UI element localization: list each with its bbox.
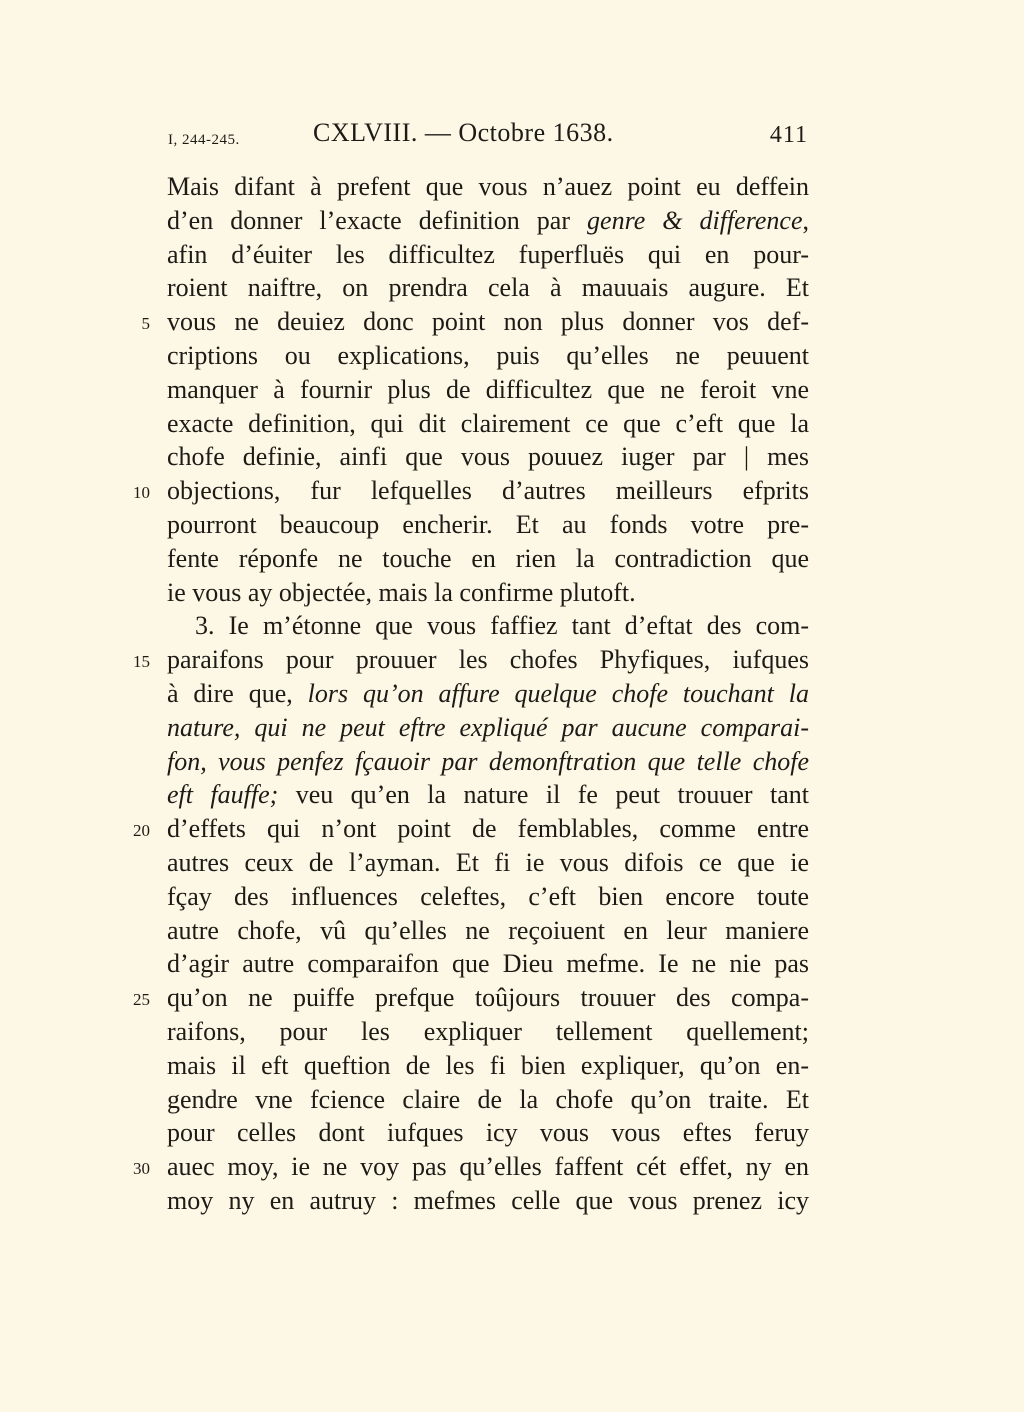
text-line [0,643,1024,677]
text-segment: qu’on ne puiffe prefque toûjours trouuer des compa- [167,983,809,1013]
text-segment: d’en donner l’exacte definition par [167,205,588,235]
line-number: 15 [133,652,150,672]
line-text [167,643,809,677]
text-segment: , [802,205,809,235]
header-reference: I, 244-245. [168,132,240,148]
text-line [0,1184,1024,1218]
line-text [167,1015,809,1049]
text-line [0,1116,1024,1150]
text-line [0,1015,1024,1049]
italic-text: lors qu’on affure quelque chofe touchant la [307,678,809,708]
text-line [0,373,1024,407]
text-line [0,576,1024,610]
line-text [167,914,809,948]
line-text [167,407,809,441]
line-text [167,1150,809,1184]
line-text [167,305,809,339]
line-text [167,1083,809,1117]
text-line [0,542,1024,576]
text-line [0,407,1024,441]
line-text [167,880,809,914]
text-line [0,609,1024,643]
text-line [0,745,1024,779]
text-line [0,677,1024,711]
text-line [0,440,1024,474]
line-text [167,711,809,745]
text-line [0,339,1024,373]
line-text [167,238,809,272]
line-text [167,981,809,1015]
line-number: 10 [133,483,150,503]
text-line [0,1150,1024,1184]
text-line [0,846,1024,880]
text-segment: fçay des influences celeftes, c’eft bien encore toute [167,881,809,911]
header-title: CXLVIII. — Octobre 1638. [313,118,614,147]
line-text [167,947,809,981]
text-segment: raifons, pour les expliquer tellement quellement; [167,1016,809,1046]
text-segment: veu qu’en la nature il fe peut trouuer tant [278,780,809,810]
page-number: 411 [769,122,808,148]
line-text [167,745,809,779]
text-segment: objections, fur lefquelles d’autres meilleurs efprits [167,476,809,506]
text-segment: pourront beaucoup encherir. Et au fonds votre pre- [167,509,809,539]
text-segment: paraifons pour prouuer les chofes Phyfiques, iufques [167,645,809,675]
line-text [167,677,809,711]
text-segment: exacte definition, qui dit clairement ce que c’eft que la [167,408,809,438]
line-text [167,373,809,407]
text-segment: à dire que, [167,678,308,708]
text-segment: vous ne deuiez donc point non plus donner vos def- [167,307,809,337]
line-text [167,846,809,880]
text-line [0,981,1024,1015]
text-segment: d’agir autre comparaifon que Dieu mefme. Ie ne nie pas [167,949,809,979]
line-text [167,508,809,542]
text-line [0,1049,1024,1083]
body-text [0,170,1024,1218]
text-segment: roient naiftre, on prendra cela à mauuais augure. Et [167,273,809,303]
text-segment: ie vous ay objectée, mais la confirme plutoft. [167,577,636,607]
line-text [167,778,809,812]
text-segment: d’effets qui n’ont point de femblables, comme entre [167,814,809,844]
line-text [167,1184,809,1218]
text-line [0,778,1024,812]
text-line [0,170,1024,204]
line-text [167,440,809,474]
line-number: 25 [133,990,150,1010]
italic-text: fon, vous penfez fçauoir par demonftration que telle chofe [167,746,809,776]
text-line [0,880,1024,914]
line-text [167,812,809,846]
text-segment: pour celles dont iufques icy vous vous eftes feruy [167,1118,809,1148]
line-text [167,339,809,373]
text-line [0,271,1024,305]
line-number: 20 [133,821,150,841]
text-line [0,711,1024,745]
line-number: 5 [141,314,150,334]
line-text [167,271,809,305]
line-text [167,1049,809,1083]
text-line [0,474,1024,508]
text-segment: criptions ou explications, puis qu’elles ne peuuent [167,340,809,370]
line-text [167,474,809,508]
line-number: 30 [133,1159,150,1179]
line-text [167,204,809,238]
line-text [167,542,809,576]
line-text [195,609,809,643]
text-line [0,914,1024,948]
text-segment: afin d’éuiter les difficultez fuperfluës qui en pour- [167,239,809,269]
text-segment: auec moy, ie ne voy pas qu’elles faffent cét effet, ny en [167,1152,809,1182]
text-line [0,947,1024,981]
text-segment: gendre vne fcience claire de la chofe qu’on traite. Et [167,1084,809,1114]
text-segment: autre chofe, vû qu’elles ne reçoiuent en leur maniere [167,915,809,945]
running-header [168,118,808,158]
text-line [0,1083,1024,1117]
italic-text: genre & difference [587,205,803,235]
text-segment: mais il eft queftion de les fi bien expliquer, qu’on en- [167,1050,809,1080]
text-line [0,238,1024,272]
text-segment: 3. Ie m’étonne que vous faffiez tant d’eftat des com- [195,611,809,641]
text-segment: autres ceux de l’ayman. Et fi ie vous difois ce que ie [167,847,809,877]
text-segment: moy ny en autruy : mefmes celle que vous prenez icy [167,1185,809,1215]
italic-text: eft fauffe; [167,780,279,810]
text-segment: chofe definie, ainfi que vous pouuez iuger par | mes [167,442,809,472]
line-text [167,1116,809,1150]
italic-text: nature, qui ne peut eftre expliqué par aucune comparai- [167,712,809,742]
line-text [167,576,809,610]
text-segment: fente réponfe ne touche en rien la contradiction que [167,543,809,573]
text-line [0,305,1024,339]
text-segment: manquer à fournir plus de difficultez que ne feroit vne [167,374,809,404]
text-line [0,812,1024,846]
text-segment: Mais difant à prefent que vous n’auez point eu deffein [167,172,809,201]
text-line [0,508,1024,542]
text-line [0,204,1024,238]
line-text [167,170,809,204]
